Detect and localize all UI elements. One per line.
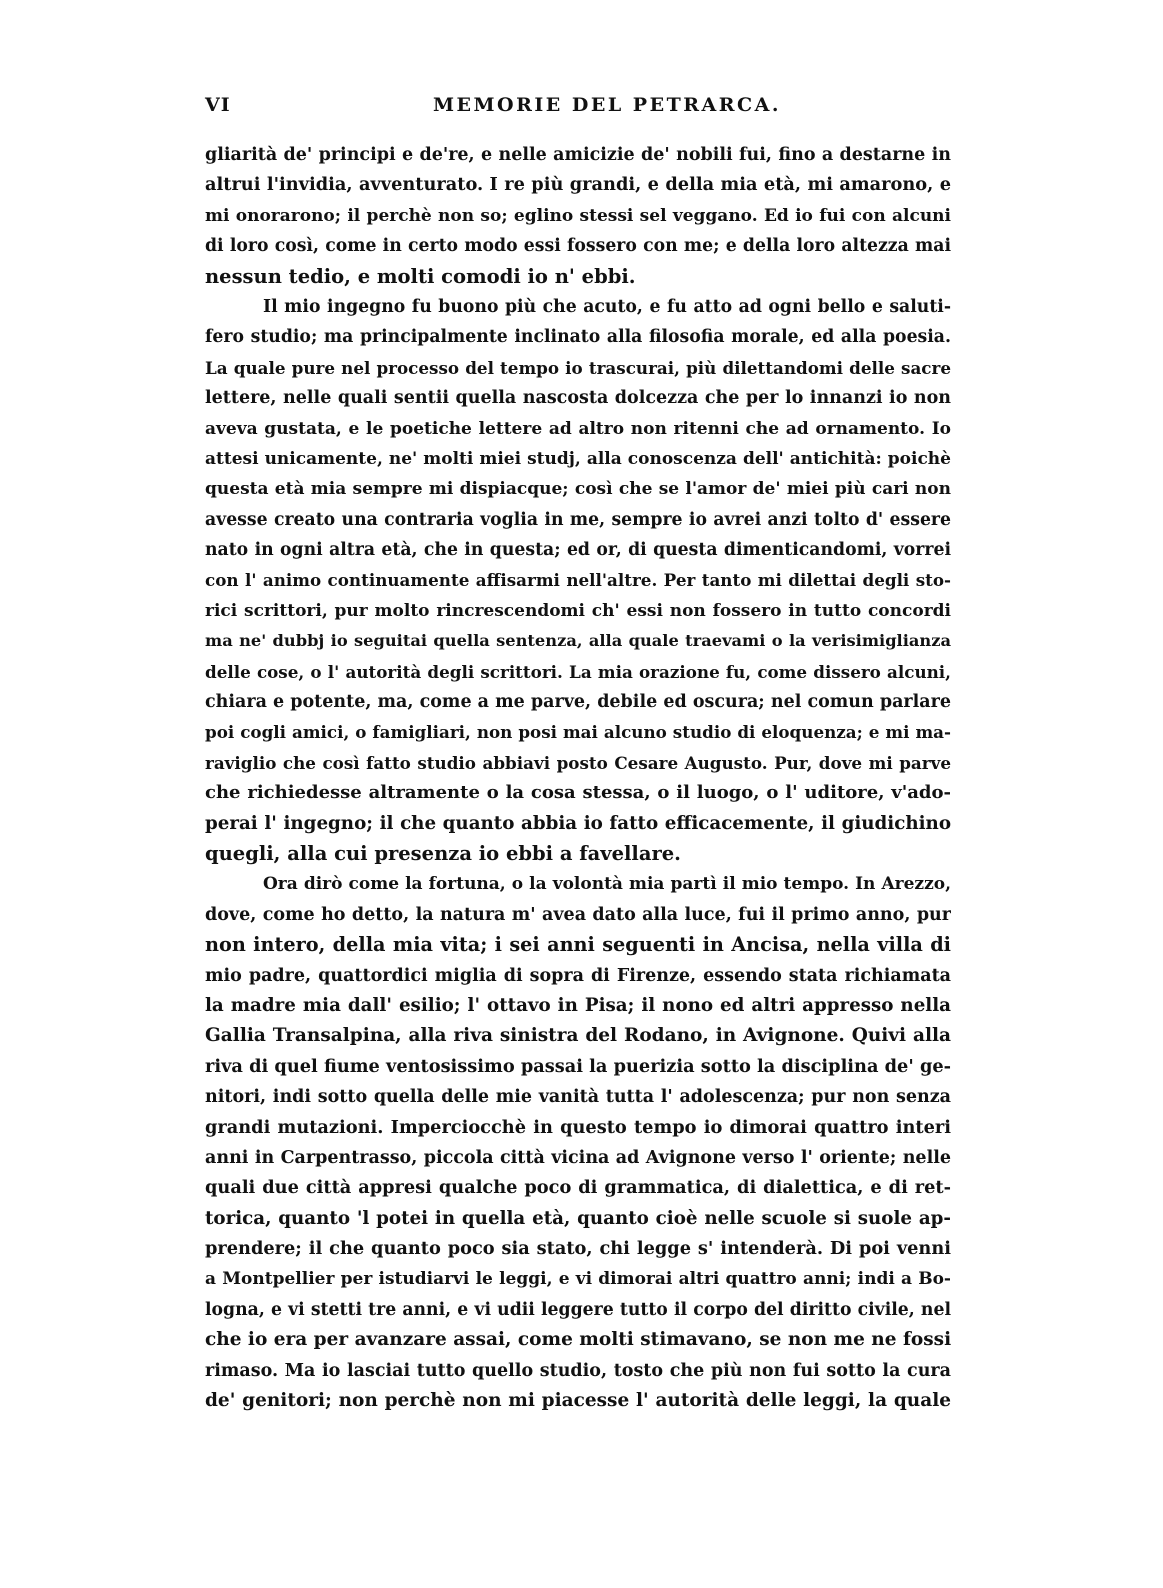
text-line: dove, come ho detto, la natura m' avea dato alla luce, fui il primo anno, pur: [205, 904, 951, 925]
text-line: quali due città appresi qualche poco di grammatica, di dialettica, e di ret-: [205, 1177, 951, 1199]
text-line: grandi mutazioni. Imperciocchè in questo tempo io dimorai quattro interi: [205, 1116, 951, 1138]
text-line: ma ne' dubbj io seguitai quella sentenza, alla quale traevami o la verisimiglianza: [205, 631, 951, 651]
page-header: [205, 94, 951, 124]
text-line: attesi unicamente, ne' molti miei studj, alla conoscenza dell' antichità: poichè: [205, 448, 951, 469]
text-line: de' genitori; non perchè non mi piacesse l' autorità delle leggi, la quale: [205, 1390, 951, 1412]
text-line: fero studio; ma principalmente inclinato alla filosofia morale, ed alla poesia.: [205, 327, 951, 348]
text-line: raviglio che così fatto studio abbiavi posto Cesare Augusto. Pur, dove mi parve: [205, 752, 951, 773]
text-line: perai l' ingegno; il che quanto abbia io fatto efficacemente, il giudichino: [205, 812, 951, 834]
text-line: nessun tedio, e molti comodi io n' ebbi.: [205, 264, 636, 288]
text-line: che richiedesse altramente o la cosa stessa, o il luogo, o l' uditore, v'ado-: [205, 782, 951, 804]
text-line: lettere, nelle quali sentii quella nascosta dolcezza che per lo innanzi io non: [205, 388, 951, 409]
text-line: aveva gustata, e le poetiche lettere ad altro non ritenni che ad ornamento. Io: [205, 418, 951, 439]
body-text: [205, 140, 951, 1416]
text-line: prendere; il che quanto poco sia stato, chi legge s' intenderà. Di poi venni: [205, 1238, 951, 1260]
text-line: di loro così, come in certo modo essi fossero con me; e della loro altezza mai: [205, 236, 951, 257]
text-line: non intero, della mia vita; i sei anni seguenti in Ancisa, nella villa di: [205, 933, 951, 957]
text-line: nitori, indi sotto quella delle mie vanità tutta l' adolescenza; pur non senza: [205, 1087, 951, 1108]
text-line: riva di quel fiume ventosissimo passai la puerizia sotto la disciplina de' ge-: [205, 1055, 951, 1077]
text-line: anni in Carpentrasso, piccola città vicina ad Avignone verso l' oriente; nelle: [205, 1147, 951, 1168]
text-line: con l' animo continuamente affisarmi nell'altre. Per tanto mi dilettai degli sto-: [205, 570, 951, 591]
text-line: delle cose, o l' autorità degli scrittori. La mia orazione fu, come dissero alcuni,: [205, 661, 951, 682]
text-line: mi onorarono; il perchè non so; eglino stessi sel veggano. Ed io fui con alcuni: [205, 205, 951, 226]
page-number: VI: [205, 94, 231, 116]
text-line: La quale pure nel processo del tempo io trascurai, più dilettandomi delle sacre: [205, 357, 951, 378]
text-line: nato in ogni altra età, che in questa; ed or, di questa dimenticandomi, vorrei: [205, 540, 951, 561]
text-line: avesse creato una contraria voglia in me, sempre io avrei anzi tolto d' essere: [205, 509, 951, 530]
text-line: logna, e vi stetti tre anni, e vi udii leggere tutto il corpo del diritto civile, nel: [205, 1299, 951, 1320]
text-line: chiara e potente, ma, come a me parve, debile ed oscura; nel comun parlare: [205, 692, 951, 713]
text-line: Gallia Transalpina, alla riva sinistra del Rodano, in Avignone. Quivi alla: [205, 1025, 951, 1047]
text-line: che io era per avanzare assai, come molti stimavano, se non me ne fossi: [205, 1329, 951, 1351]
text-line: quegli, alla cui presenza io ebbi a favellare.: [205, 841, 681, 865]
text-line: torica, quanto 'l potei in quella età, quanto cioè nelle scuole si suole ap-: [205, 1207, 951, 1229]
text-line: Ora dirò come la fortuna, o la volontà mia partì il mio tempo. In Arezzo,: [263, 874, 951, 895]
running-title: MEMORIE DEL PETRARCA.: [433, 94, 782, 116]
text-line: la madre mia dall' esilio; l' ottavo in Pisa; il nono ed altri appresso nella: [205, 994, 951, 1016]
text-line: gliarità de' principi e de're, e nelle amicizie de' nobili fui, fino a destarne in: [205, 145, 951, 165]
text-line: a Montpellier per istudiarvi le leggi, e vi dimorai altri quattro anni; indi a Bo-: [205, 1269, 951, 1290]
text-line: mio padre, quattordici miglia di sopra di Firenze, essendo stata richiamata: [205, 965, 951, 986]
text-line: poi cogli amici, o famigliari, non posi mai alcuno studio di eloquenza; e mi ma-: [205, 722, 951, 743]
text-line: questa età mia sempre mi dispiacque; così che se l'amor de' miei più cari non: [205, 479, 951, 500]
text-line: rici scrittori, pur molto rincrescendomi ch' essi non fossero in tutto concordi: [205, 600, 951, 621]
text-line: rimaso. Ma io lasciai tutto quello studio, tosto che più non fui sotto la cura: [205, 1360, 951, 1381]
text-line: Il mio ingegno fu buono più che acuto, e fu atto ad ogni bello e saluti-: [263, 296, 951, 317]
text-line: altrui l'invidia, avventurato. I re più grandi, e della mia età, mi amarono, e: [205, 174, 951, 196]
